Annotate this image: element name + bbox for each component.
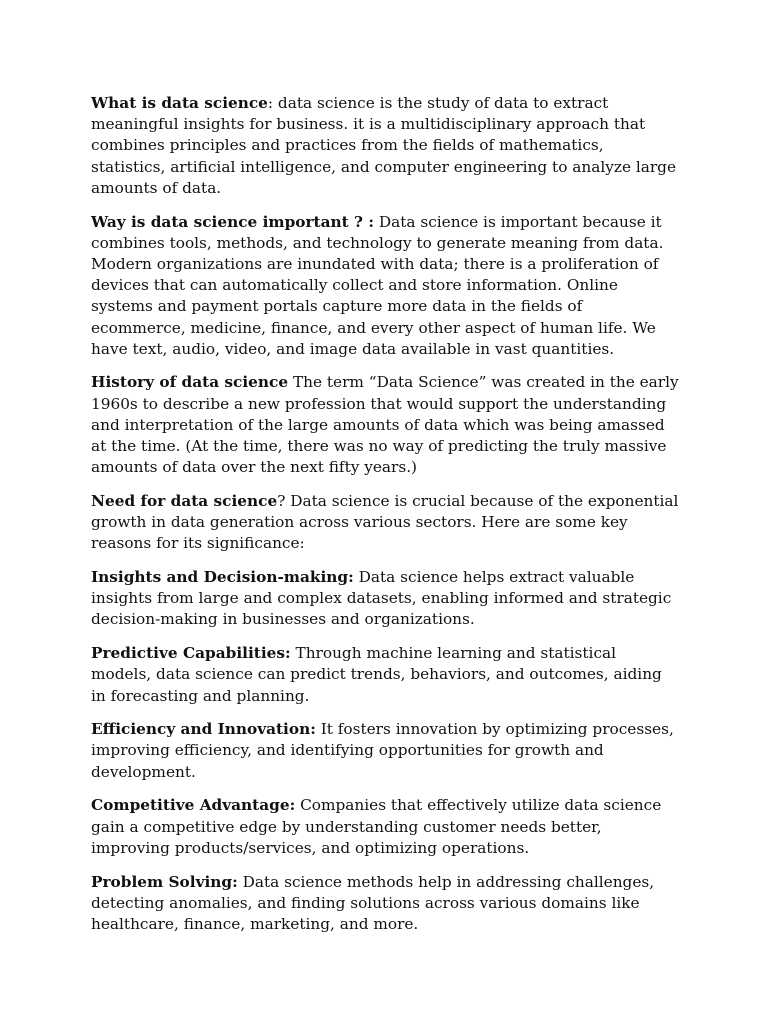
paragraph-heading: Problem Solving: xyxy=(91,872,238,891)
document-page xyxy=(91,93,681,948)
paragraph-body: Through machine learning and statistical models, data science can predict trends, behaviors, and outcomes, aiding in forecasting and planning. xyxy=(91,644,662,705)
paragraph-heading: Efficiency and Innovation: xyxy=(91,720,316,739)
paragraph-competitive xyxy=(91,795,681,859)
paragraph-heading: Predictive Capabilities: xyxy=(91,644,291,663)
paragraph-predictive xyxy=(91,643,681,707)
paragraph-what-is-data-science xyxy=(91,93,681,199)
paragraph-history xyxy=(91,372,681,478)
paragraph-body: It fosters innovation by optimizing processes, improving efficiency, and identifying opportunities for growth and development. xyxy=(91,720,674,781)
paragraph-heading: History of data science xyxy=(91,373,289,392)
paragraph-heading: What is data science xyxy=(91,94,268,112)
paragraph-need xyxy=(91,491,681,555)
paragraph-body: : data science is the study of data to extract meaningful insights for business. it is a multidisciplinary approach that combines principles and practices from the fields of mathematics, statistics, artificial intelligence, and computer engineering to analyze large amounts of data. xyxy=(91,94,677,197)
paragraph-body: ? Data science is crucial because of the exponential growth in data generation across various sectors. Here are some key reasons for its significance: xyxy=(91,491,679,553)
paragraph-body: The term “Data Science” was created in the early 1960s to describe a new profession that would support the understanding and interpretation of the large amounts of data which was being amassed at the time. (At the time, there was no way of predicting the truly massive amounts of data over the next fifty years.) xyxy=(91,373,679,477)
paragraph-why-important xyxy=(91,212,681,360)
paragraph-heading: Competitive Advantage: xyxy=(91,796,296,815)
paragraph-problem-solving xyxy=(91,872,681,936)
paragraph-heading: Need for data science xyxy=(91,491,278,510)
paragraph-body: Companies that effectively utilize data science gain a competitive edge by understanding customer needs better, improving products/services, and optimizing operations. xyxy=(91,796,662,857)
paragraph-efficiency xyxy=(91,719,681,783)
paragraph-heading: Way is data science important ? : xyxy=(91,212,374,231)
paragraph-heading: Insights and Decision-making: xyxy=(91,568,354,587)
paragraph-body: Data science is important because it combines tools, methods, and technology to generate meaning from data. Modern organizations are inundated with data; there is a proliferation of devices that can automatically collect and store information. Online systems and payment portals capture more data in the fields of ecommerce, medicine, finance, and every other aspect of human life. We have text, audio, video, and image data available in vast quantities. xyxy=(91,212,664,358)
paragraph-insights xyxy=(91,567,681,631)
paragraph-body: Data science helps extract valuable insights from large and complex datasets, enabling informed and strategic decision-making in businesses and organizations. xyxy=(91,568,672,629)
paragraph-body: Data science methods help in addressing challenges, detecting anomalies, and finding solutions across various domains like healthcare, finance, marketing, and more. xyxy=(91,872,655,933)
